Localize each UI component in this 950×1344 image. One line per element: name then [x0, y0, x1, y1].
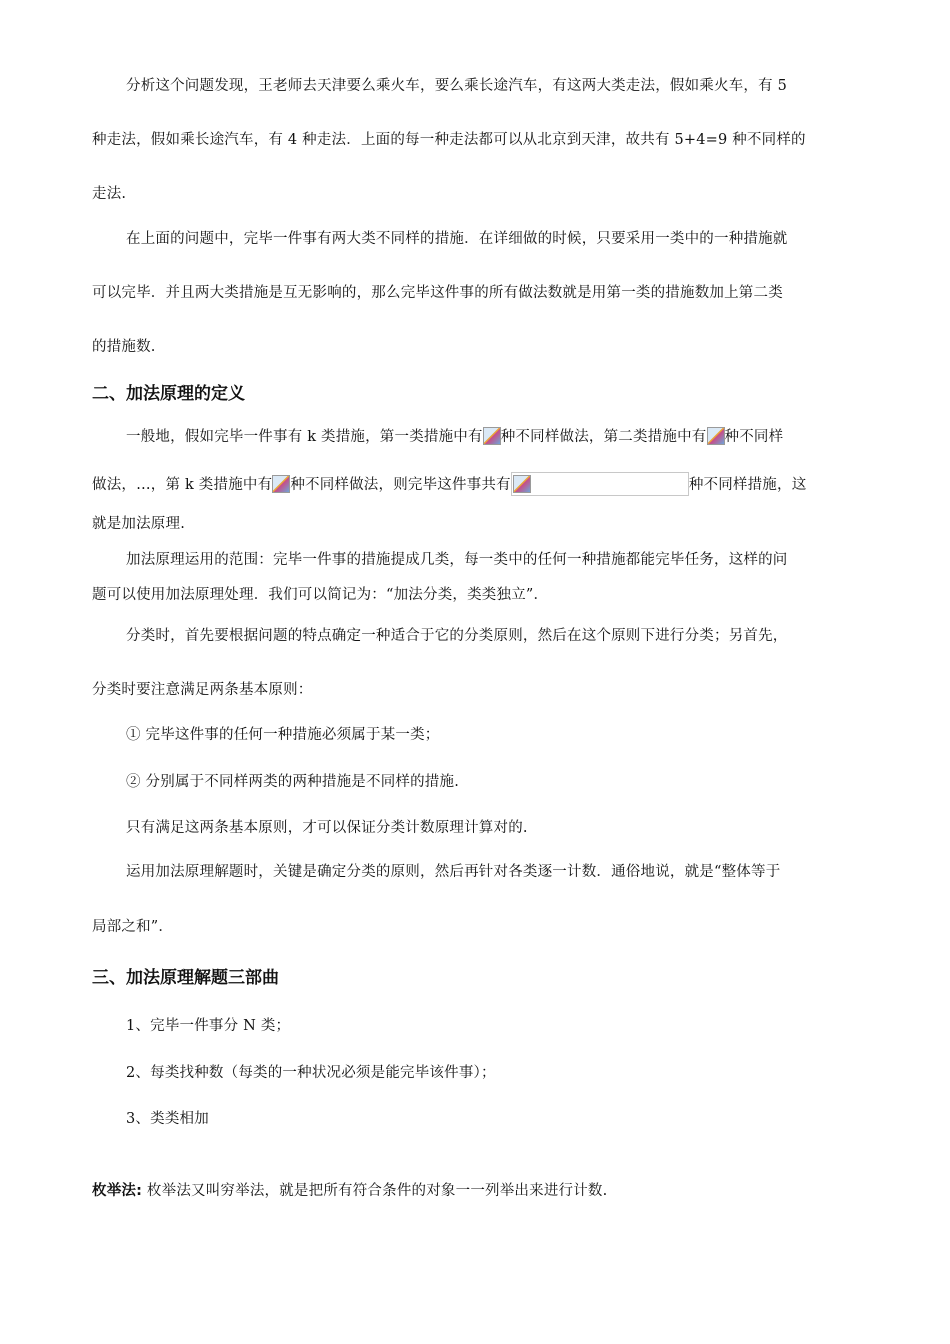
definition-line2: [92, 472, 882, 496]
rule-item: ② 分别属于不同样两类的两种措施是不同样的措施.: [126, 774, 460, 790]
para1-line3: 走法.: [92, 186, 127, 202]
scope-line1: 加法原理运用的范围：完毕一件事的措施提成几类，每一类中的任何一种措施都能完毕任务，这样的问: [126, 552, 788, 568]
section-heading-2: 二、加法原理的定义: [92, 384, 245, 404]
key-line1: 运用加法原理解题时，关键是确定分类的原则，然后再针对各类逐一计数．通俗地说，就是“整体等于: [126, 864, 781, 880]
rule-item: ① 完毕这件事的任何一种措施必须属于某一类；: [126, 727, 440, 743]
formula-image-icon: [272, 475, 290, 493]
para2-line1: 在上面的问题中，完毕一件事有两大类不同样的措施．在详细做的时候，只要采用一类中的一种措施就: [126, 231, 788, 247]
definition-text: 种不同样措施，这: [688, 477, 807, 493]
formula-image-frame: [511, 472, 689, 496]
key-line2: 局部之和”．: [92, 919, 174, 935]
enumeration-line: [92, 1181, 882, 1201]
step-item: 3、类类相加: [126, 1111, 209, 1127]
enumeration-text: 枚举法又叫穷举法，就是把所有符合条件的对象一一列举出来进行计数.: [142, 1183, 608, 1199]
para2-line3: 的措施数.: [92, 339, 156, 355]
classify-line1: 分类时，首先要根据问题的特点确定一种适合于它的分类原则，然后在这个原则下进行分类；另首先，: [126, 628, 788, 644]
definition-text: 一般地，假如完毕一件事有 k 类措施，第一类措施中有: [126, 429, 483, 445]
scope-line2: 题可以使用加法原理处理．我们可以简记为：“加法分类，类类独立”．: [92, 587, 549, 603]
classify-line2: 分类时要注意满足两条基本原则：: [92, 682, 313, 698]
para1-line1: 分析这个问题发现，王老师去天津要么乘火车，要么乘长途汽车，有这两大类走法，假如乘火车，有 5: [126, 78, 788, 94]
definition-line3: 就是加法原理.: [92, 516, 186, 532]
para2-line2: 可以完毕．并且两大类措施是互无影响的，那么完毕这件事的所有做法数就是用第一类的措施数加上第二类: [92, 285, 783, 301]
formula-image-icon: [707, 427, 725, 445]
principle-note: 只有满足这两条基本原则，才可以保证分类计数原理计算对的.: [126, 820, 528, 836]
definition-text: 种不同样做法，第二类措施中有: [500, 429, 707, 445]
para1-line2: 种走法，假如乘长途汽车，有 4 种走法．上面的每一种走法都可以从北京到天津，故共有 5+4=9 种不同样的: [92, 132, 806, 148]
step-item: 2、每类找种数（每类的一种状况必须是能完毕该件事）；: [126, 1065, 496, 1081]
enumeration-label: 枚举法:: [92, 1183, 143, 1199]
section-heading-3: 三、加法原理解题三部曲: [92, 968, 279, 988]
step-item: 1、完毕一件事分 N 类；: [126, 1018, 291, 1034]
definition-text: 做法，…，第 k 类措施中有: [92, 477, 273, 493]
definition-text: 种不同样做法，则完毕这件事共有: [290, 477, 511, 493]
definition-text: 种不同样: [724, 429, 784, 445]
formula-image-icon: [483, 427, 501, 445]
definition-line1: [126, 427, 916, 447]
formula-image-icon: [513, 475, 531, 493]
